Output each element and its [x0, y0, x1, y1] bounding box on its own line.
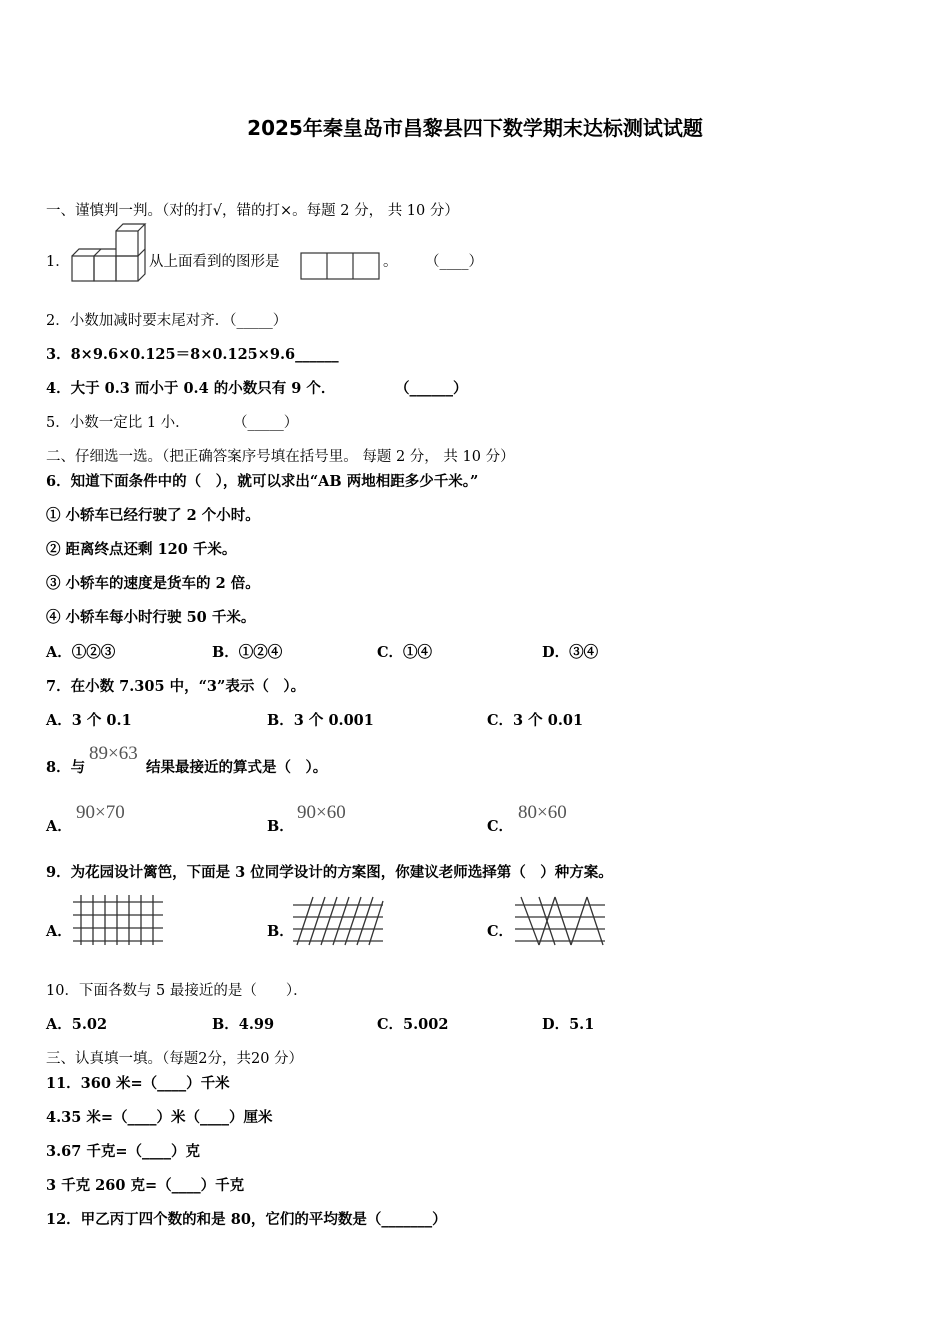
- q8-option-a-label[interactable]: A．: [46, 818, 72, 835]
- q7-option-c[interactable]: C．3 个 0.01: [487, 712, 584, 729]
- q6-option-c[interactable]: C．①④: [377, 644, 433, 661]
- q8-option-b-expr: 90×60: [297, 802, 346, 823]
- q8-option-b-label[interactable]: B．: [267, 818, 294, 835]
- q5: 5．小数一定比 1 小．: [46, 415, 190, 431]
- q5-answer-blank[interactable]: （_____）: [233, 415, 299, 431]
- q6-option-b[interactable]: B．①②④: [212, 644, 283, 661]
- page-title: 2025年秦皇岛市昌黎县四下数学期末达标测试试题: [247, 116, 703, 140]
- q8-expression: 89×63: [89, 743, 138, 764]
- q1-number: 1．: [46, 254, 70, 270]
- q3: 3．8×9.6×0.125＝8×0.125×9.6______: [46, 346, 339, 363]
- q8-suffix: 结果最接近的算式是（ ）。: [146, 759, 328, 776]
- q2: 2．小数加减时要末尾对齐．（_____）: [46, 313, 288, 329]
- q8-option-c-label[interactable]: C．: [487, 818, 514, 835]
- q7-stem: 7．在小数 7.305 中，“3”表示（ ）。: [46, 678, 306, 695]
- q1-cube-figure: [70, 224, 150, 284]
- q9-label-a[interactable]: A．: [46, 923, 72, 940]
- q7-option-b[interactable]: B．3 个 0.001: [267, 712, 374, 729]
- q11-item: 4.35 米=（____）米（____）厘米: [46, 1109, 273, 1126]
- section-3-heading: 三、认真填一填。（每题2分，共20 分）: [46, 1051, 304, 1067]
- q11-item: 3 千克 260 克=（____）千克: [46, 1177, 245, 1194]
- q11-item: 11．360 米=（____）千米: [46, 1075, 230, 1092]
- q10-option-b[interactable]: B．4.99: [212, 1016, 275, 1033]
- q10-stem: 10．下面各数与 5 最接近的是（ ）．: [46, 983, 308, 999]
- q1-answer-blank[interactable]: （____）: [425, 254, 483, 270]
- section-2-heading: 二、仔细选一选。（把正确答案序号填在括号里。 每题 2 分， 共 10 分）: [46, 449, 515, 465]
- q4-answer-blank[interactable]: （______）: [395, 380, 468, 397]
- q6-condition: ① 小轿车已经行驶了 2 个小时。: [46, 507, 260, 524]
- q12: 12．甲乙丙丁四个数的和是 80，它们的平均数是（_______）: [46, 1211, 447, 1228]
- q7-option-a[interactable]: A．3 个 0.1: [46, 712, 132, 729]
- q6-option-d[interactable]: D．③④: [542, 644, 599, 661]
- q6-condition: ② 距离终点还剩 120 千米。: [46, 541, 237, 558]
- q9-label-c[interactable]: C．: [487, 923, 514, 940]
- q11-item: 3.67 千克=（____）克: [46, 1143, 201, 1160]
- q6-option-a[interactable]: A．①②③: [46, 644, 116, 661]
- q4: 4．大于 0.3 而小于 0.4 的小数只有 9 个．: [46, 380, 336, 397]
- q6-condition: ④ 小轿车每小时行驶 50 千米。: [46, 609, 256, 626]
- q1-answer-figure: [300, 252, 382, 280]
- q9-label-b[interactable]: B．: [267, 923, 294, 940]
- q10-option-a[interactable]: A．5.02: [46, 1016, 108, 1033]
- q8-option-a-expr: 90×70: [76, 802, 125, 823]
- q9-stem: 9．为花园设计篱笆，下面是 3 位同学设计的方案图，你建议老师选择第（ ）种方案。: [46, 864, 613, 881]
- q6-condition: ③ 小轿车的速度是货车的 2 倍。: [46, 575, 260, 592]
- section-1-heading: 一、谨慎判一判。（对的打√，错的打×。每题 2 分， 共 10 分）: [46, 203, 459, 219]
- q8-prefix: 8．与: [46, 759, 86, 776]
- q10-option-d[interactable]: D．5.1: [542, 1016, 595, 1033]
- q9-fence-a-grid-icon: [73, 893, 165, 947]
- q9-fence-c-triangle-icon: [515, 893, 607, 947]
- q1-period: 。: [383, 254, 398, 270]
- q9-fence-b-slant-icon: [293, 893, 385, 947]
- q8-option-c-expr: 80×60: [518, 802, 567, 823]
- q10-option-c[interactable]: C．5.002: [377, 1016, 449, 1033]
- q1-text: 从上面看到的图形是: [149, 254, 280, 270]
- q6-stem: 6．知道下面条件中的（ ），就可以求出“AB 两地相距多少千米。”: [46, 473, 479, 490]
